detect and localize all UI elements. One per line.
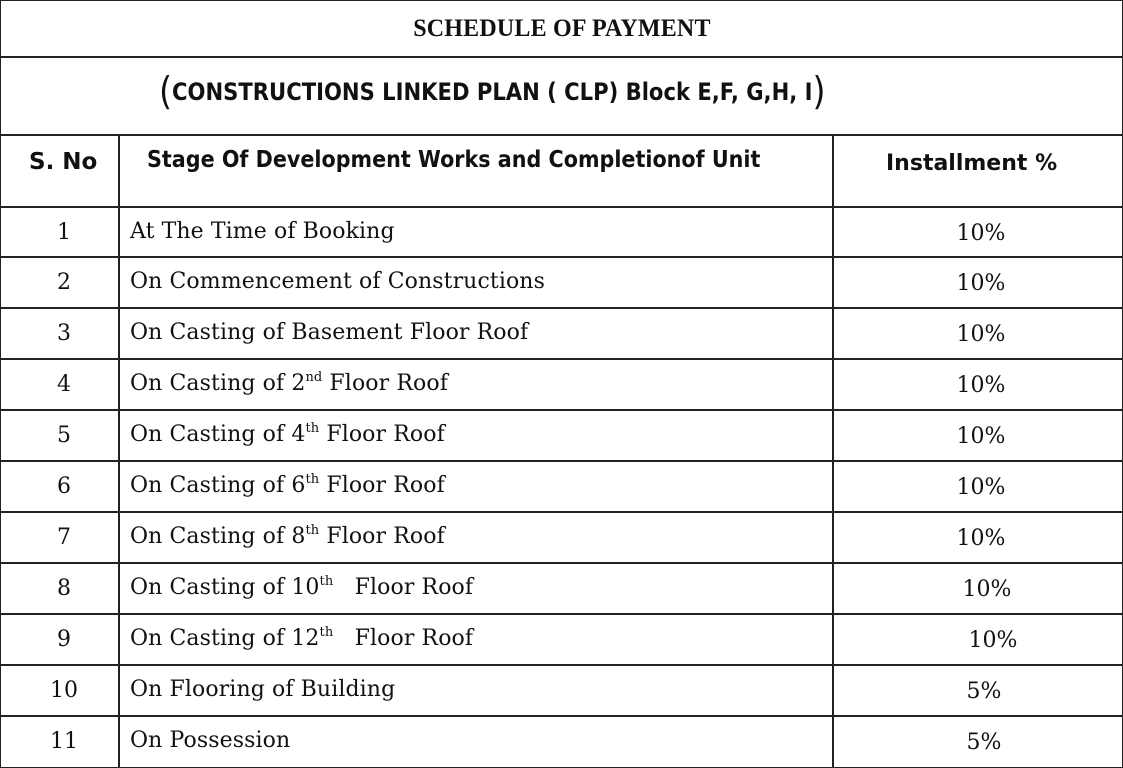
divider bbox=[1, 715, 1122, 717]
row-installment: 10% bbox=[968, 628, 1018, 653]
row-sno: 11 bbox=[50, 729, 78, 754]
row-sno: 8 bbox=[57, 576, 71, 601]
row-stage-text: On Flooring of Building bbox=[130, 677, 396, 702]
divider bbox=[1, 56, 1122, 58]
row-sno: 10 bbox=[50, 678, 78, 703]
plan-subtitle-text: CONSTRUCTIONS LINKED PLAN ( CLP) Block E,F, G,H, I bbox=[172, 78, 813, 106]
row-stage-text: On Possession bbox=[130, 728, 291, 753]
divider bbox=[1, 206, 1122, 208]
row-installment: 10% bbox=[956, 271, 1006, 296]
row-installment: 10% bbox=[956, 526, 1006, 551]
row-installment: 10% bbox=[956, 322, 1006, 347]
divider bbox=[1, 358, 1122, 360]
row-installment: 10% bbox=[956, 475, 1006, 500]
row-stage-ordinal: th bbox=[319, 574, 334, 589]
divider bbox=[1, 256, 1122, 258]
row-stage-ordinal: th bbox=[305, 472, 320, 487]
row-stage-text: On Casting of 10 bbox=[130, 575, 320, 600]
row-stage bbox=[130, 575, 473, 600]
divider bbox=[1, 134, 1122, 136]
row-stage-text-suffix: Floor Roof bbox=[333, 626, 474, 651]
row-sno: 9 bbox=[57, 627, 71, 652]
column-header-stage: Stage Of Development Works and Completionof Unit bbox=[147, 147, 761, 173]
row-stage-text: On Commencement of Constructions bbox=[130, 269, 545, 294]
divider bbox=[1, 409, 1122, 411]
row-stage bbox=[130, 473, 445, 498]
row-stage bbox=[130, 626, 473, 651]
row-sno: 1 bbox=[57, 220, 71, 245]
row-stage-text: On Casting of 6 bbox=[130, 473, 306, 498]
row-stage bbox=[130, 422, 445, 447]
row-stage bbox=[130, 269, 545, 294]
table-title: SCHEDULE OF PAYMENT bbox=[412, 15, 711, 42]
column-divider bbox=[832, 136, 834, 768]
row-stage bbox=[130, 371, 448, 396]
row-stage bbox=[130, 728, 290, 753]
row-stage-text: On Casting of Basement Floor Roof bbox=[130, 320, 529, 345]
subtitle-close-paren: ) bbox=[812, 69, 826, 113]
row-stage-text-suffix: Floor Roof bbox=[319, 473, 445, 498]
row-sno: 2 bbox=[57, 270, 71, 295]
row-stage bbox=[130, 677, 395, 702]
divider bbox=[1, 613, 1122, 615]
row-stage bbox=[130, 320, 528, 345]
column-header-sno: S. No bbox=[29, 149, 98, 175]
row-installment: 10% bbox=[962, 577, 1012, 602]
divider bbox=[1, 307, 1122, 309]
row-sno: 7 bbox=[57, 525, 71, 550]
divider bbox=[1, 460, 1122, 462]
row-stage-ordinal: th bbox=[305, 523, 320, 538]
row-stage-text-suffix: Floor Roof bbox=[319, 524, 445, 549]
row-stage-ordinal: nd bbox=[305, 370, 323, 385]
row-installment: 10% bbox=[956, 424, 1006, 449]
row-stage-ordinal: th bbox=[319, 625, 334, 640]
row-stage-ordinal: th bbox=[305, 421, 320, 436]
row-stage-text: On Casting of 12 bbox=[130, 626, 320, 651]
row-sno: 4 bbox=[57, 372, 71, 397]
row-sno: 5 bbox=[57, 423, 71, 448]
divider bbox=[1, 511, 1122, 513]
subtitle-row bbox=[1, 59, 1122, 135]
column-header-installment: Installment % bbox=[886, 151, 1058, 176]
row-stage-text-suffix: Floor Roof bbox=[319, 422, 445, 447]
divider bbox=[1, 562, 1122, 564]
row-stage-text: At The Time of Booking bbox=[130, 219, 395, 244]
row-stage-text: On Casting of 2 bbox=[130, 371, 306, 396]
divider bbox=[1, 664, 1122, 666]
row-stage-text-suffix: Floor Roof bbox=[322, 371, 448, 396]
plan-subtitle bbox=[159, 69, 826, 113]
row-installment: 10% bbox=[956, 373, 1006, 398]
row-stage-text: On Casting of 4 bbox=[130, 422, 306, 447]
row-stage bbox=[130, 219, 395, 244]
row-sno: 3 bbox=[57, 321, 71, 346]
row-stage-text: On Casting of 8 bbox=[130, 524, 306, 549]
title-row bbox=[1, 1, 1122, 57]
subtitle-open-paren: ( bbox=[159, 69, 173, 113]
row-installment: 5% bbox=[966, 730, 1002, 755]
row-stage bbox=[130, 524, 445, 549]
row-sno: 6 bbox=[57, 474, 71, 499]
row-stage-text-suffix: Floor Roof bbox=[333, 575, 474, 600]
row-installment: 10% bbox=[956, 221, 1006, 246]
row-installment: 5% bbox=[966, 679, 1002, 704]
